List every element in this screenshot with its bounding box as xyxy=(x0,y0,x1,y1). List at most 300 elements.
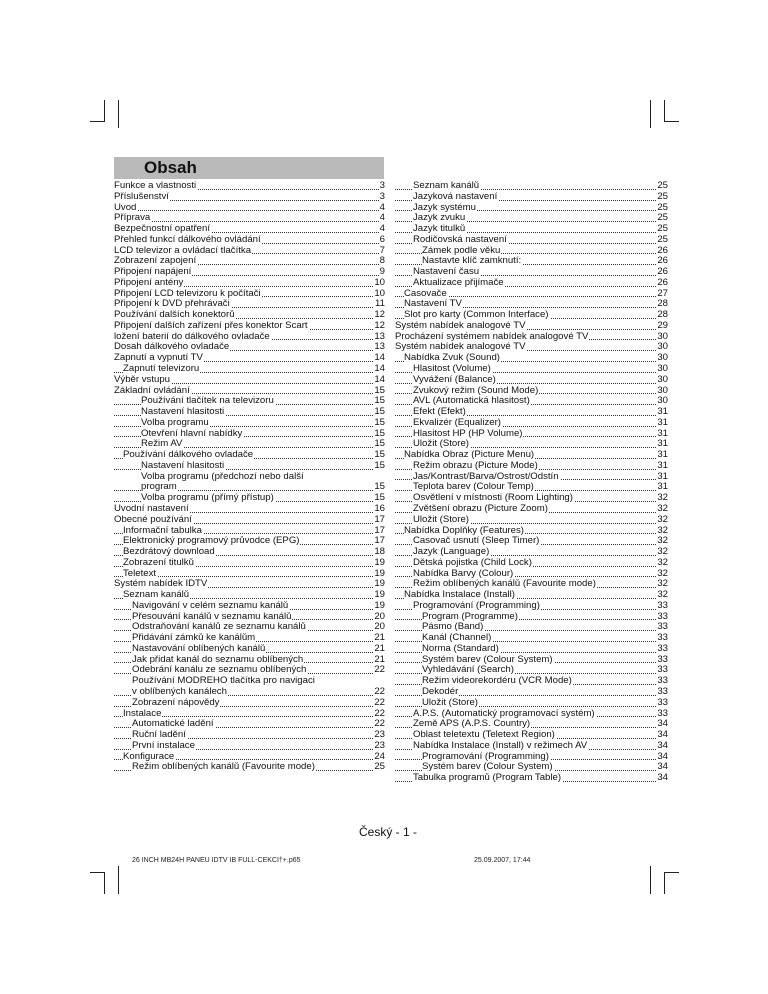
toc-entry-title: Efekt (Efekt) xyxy=(413,407,466,418)
toc-entry-title: Režim oblíbených kanálů (Favourite mode) xyxy=(132,762,315,773)
toc-entry-title: Jak přidat kanál do seznamu oblíbených xyxy=(132,654,304,665)
toc-entry[interactable] xyxy=(395,709,668,720)
toc-entry[interactable] xyxy=(395,418,668,429)
toc-entry-page: 33 xyxy=(657,676,668,687)
print-slug-filename: 26 INCH MB24H PANEU IDTV IB FULL-CEKCI†+.p65 xyxy=(132,857,301,864)
toc-entry-title: Aktualizace přijímače xyxy=(413,277,504,288)
toc-entry-title: Jas/Kontrast/Barva/Ostrost/Odstín xyxy=(413,471,559,482)
toc-entry-page: 19 xyxy=(374,557,385,568)
toc-entry-title: Odebrání kanálu ze seznamu oblíbených xyxy=(132,665,307,676)
toc-entry-page: 25 xyxy=(657,191,668,202)
toc-entry-page: 32 xyxy=(657,493,668,504)
toc-entry[interactable] xyxy=(114,439,385,450)
toc-entry-title: Uložit (Store) xyxy=(413,439,469,450)
toc-entry[interactable] xyxy=(114,289,385,300)
toc-entry-title: Teplota barev (Colour Temp) xyxy=(413,482,534,493)
toc-entry[interactable] xyxy=(114,676,385,687)
toc-entry-page: 33 xyxy=(657,633,668,644)
toc-entry-page: 33 xyxy=(657,654,668,665)
toc-entry-page: 19 xyxy=(374,568,385,579)
toc-entry-title: Systém nabídek analogové TV xyxy=(395,342,526,353)
toc-entry-page: 25 xyxy=(657,181,668,191)
toc-entry-title: Zobrazení nápovědy xyxy=(132,697,220,708)
toc-entry[interactable] xyxy=(114,482,385,493)
toc-entry[interactable] xyxy=(395,601,668,612)
toc-entry-page: 22 xyxy=(374,708,385,719)
toc-entry-title: Oblast teletextu (Teletext Region) xyxy=(413,730,555,741)
toc-entry[interactable] xyxy=(114,256,385,267)
toc-entry[interactable] xyxy=(114,730,385,741)
toc-entry-page: 31 xyxy=(657,471,668,482)
toc-entry-page: 22 xyxy=(374,697,385,708)
toc-entry[interactable] xyxy=(114,321,385,332)
toc-entry-page: 26 xyxy=(657,245,668,256)
toc-entry[interactable] xyxy=(395,353,668,364)
toc-entry-title: Systém barev (Colour System) xyxy=(422,654,553,665)
toc-entry-page: 11 xyxy=(375,299,385,310)
toc-entry[interactable] xyxy=(114,579,385,590)
toc-entry-page: 12 xyxy=(374,320,385,331)
toc-entry-page: 18 xyxy=(374,547,385,558)
toc-entry-title: Připojení napájení xyxy=(114,267,192,278)
toc-entry[interactable] xyxy=(395,698,668,709)
toc-entry[interactable] xyxy=(114,429,385,440)
toc-entry-page: 13 xyxy=(374,331,385,342)
toc-entry-title: Nabídka Obraz (Picture Menu) xyxy=(404,450,535,461)
toc-entry-title: Časovače xyxy=(404,288,447,299)
toc-entry[interactable] xyxy=(395,235,668,246)
toc-entry-page: 32 xyxy=(657,579,668,590)
toc-entry[interactable] xyxy=(395,773,668,784)
toc-entry-page: 14 xyxy=(374,364,385,375)
toc-entry-page: 34 xyxy=(657,762,668,773)
toc-entry-title: Nastavení TV xyxy=(404,299,462,310)
toc-entry-title: Časovač usnutí (Sleep Timer) xyxy=(413,536,540,547)
toc-entry-title: Tabulka programů (Program Table) xyxy=(413,773,562,784)
toc-entry-title: Nabídka Barvy (Colour) xyxy=(413,568,514,579)
toc-entry-page: 25 xyxy=(657,224,668,235)
toc-entry-title: Nabídka Instalace (Install) v režimech AV xyxy=(413,740,588,751)
toc-entry-page: 13 xyxy=(374,342,385,353)
toc-entry[interactable] xyxy=(114,665,385,676)
toc-entry[interactable] xyxy=(395,762,668,773)
toc-entry-title: Jazyk (Language) xyxy=(413,547,490,558)
toc-entry-title: Přidávání zámků ke kanálům xyxy=(132,633,256,644)
toc-entry-title: Hlasitost HP (HP Volume) xyxy=(413,428,523,439)
toc-entry[interactable] xyxy=(395,676,668,687)
toc-entry-title: Vyvážení (Balance) xyxy=(413,374,496,385)
toc-entry-page: 6 xyxy=(379,234,385,245)
toc-entry-page: 15 xyxy=(374,482,385,493)
toc-entry[interactable] xyxy=(395,310,668,321)
toc-entry-page: 31 xyxy=(657,428,668,439)
toc-entry-title: Uložit (Store) xyxy=(413,514,469,525)
toc-entry-page: 25 xyxy=(657,213,668,224)
toc-entry-page: 14 xyxy=(374,353,385,364)
toc-entry[interactable] xyxy=(395,590,668,601)
toc-entry-page: 32 xyxy=(657,547,668,558)
toc-entry-title: Procházení systémem nabídek analogové TV xyxy=(395,331,589,342)
toc-entry-title: Nastavování oblíbených kanálů xyxy=(132,643,266,654)
toc-entry-page: 4 xyxy=(379,224,385,235)
toc-entry-title: Úvodní nastavení xyxy=(114,503,189,514)
toc-entry-title: Jazyk zvuku xyxy=(413,213,466,224)
toc-entry-title: Program (Programme) xyxy=(422,611,518,622)
toc-entry[interactable] xyxy=(395,429,668,440)
toc-entry-page: 24 xyxy=(374,751,385,762)
toc-entry[interactable] xyxy=(114,278,385,289)
toc-entry[interactable] xyxy=(395,633,668,644)
toc-entry[interactable] xyxy=(395,482,668,493)
toc-entry[interactable] xyxy=(114,310,385,321)
toc-entry[interactable] xyxy=(114,719,385,730)
toc-entry-page: 28 xyxy=(657,299,668,310)
toc-entry-page: 22 xyxy=(374,686,385,697)
toc-entry[interactable] xyxy=(114,224,385,235)
crop-mark xyxy=(664,121,679,122)
toc-entry-page: 30 xyxy=(657,385,668,396)
toc-entry-title: Používání dálkového ovladače xyxy=(123,450,254,461)
toc-entry[interactable] xyxy=(395,569,668,580)
toc-entry[interactable] xyxy=(114,504,385,515)
toc-entry-title: A.P.S. (Automatický programovací systém) xyxy=(413,708,595,719)
toc-entry[interactable] xyxy=(395,396,668,407)
toc-entry-page: 25 xyxy=(657,234,668,245)
toc-entry[interactable] xyxy=(114,332,385,343)
toc-entry-page: 34 xyxy=(657,740,668,751)
toc-entry-page: 4 xyxy=(379,202,385,213)
toc-entry-page: 30 xyxy=(657,353,668,364)
toc-entry-title: Vyhledávání (Search) xyxy=(422,665,514,676)
toc-entry-page: 30 xyxy=(657,342,668,353)
toc-entry-title: Teletext xyxy=(123,568,157,579)
toc-entry-page: 33 xyxy=(657,708,668,719)
toc-entry-page: 3 xyxy=(379,181,385,191)
toc-entry[interactable] xyxy=(114,741,385,752)
toc-entry-page: 30 xyxy=(657,331,668,342)
toc-entry-page: 19 xyxy=(374,579,385,590)
toc-entry-page: 31 xyxy=(657,407,668,418)
toc-entry[interactable] xyxy=(114,752,385,763)
toc-entry[interactable] xyxy=(395,472,668,483)
toc-entry[interactable] xyxy=(395,203,668,214)
toc-entry-title: Nastavení hlasitosti xyxy=(141,460,225,471)
toc-entry[interactable] xyxy=(395,655,668,666)
toc-entry-page: 33 xyxy=(657,665,668,676)
toc-entry-page: 31 xyxy=(657,482,668,493)
toc-entry-title: Systém nabídek analogové TV xyxy=(395,320,526,331)
toc-entry-page: 33 xyxy=(657,622,668,633)
toc-entry-title: Rodičovská nastavení xyxy=(413,234,507,245)
toc-entry[interactable] xyxy=(114,375,385,386)
toc-entry-title: Otevření hlavní nabídky xyxy=(141,428,243,439)
toc-entry[interactable] xyxy=(395,224,668,235)
toc-entry[interactable] xyxy=(114,762,385,773)
toc-entry-title: Navigování v celém seznamu kanálů xyxy=(132,600,289,611)
toc-entry[interactable] xyxy=(395,622,668,633)
crop-mark xyxy=(650,866,651,894)
toc-entry-page: 32 xyxy=(657,590,668,601)
toc-entry-page: 26 xyxy=(657,256,668,267)
toc-entry-title: Připojení k DVD přehrávači xyxy=(114,299,230,310)
toc-entry-page: 8 xyxy=(379,256,385,267)
toc-entry-page: 33 xyxy=(657,697,668,708)
toc-entry[interactable] xyxy=(114,342,385,353)
toc-entry-page: 15 xyxy=(374,460,385,471)
toc-entry-title: Režim AV xyxy=(141,439,183,450)
toc-entry[interactable] xyxy=(114,655,385,666)
toc-entry-page: 25 xyxy=(374,762,385,773)
toc-entry[interactable] xyxy=(114,407,385,418)
toc-entry-title: Volba programu xyxy=(141,417,209,428)
toc-entry[interactable] xyxy=(114,644,385,655)
toc-entry-page: 15 xyxy=(374,450,385,461)
toc-entry[interactable] xyxy=(395,213,668,224)
toc-entry[interactable] xyxy=(114,472,385,483)
toc-right-column xyxy=(395,181,668,784)
toc-entry[interactable] xyxy=(395,579,668,590)
toc-entry[interactable] xyxy=(395,386,668,397)
toc-entry-page: 20 xyxy=(374,611,385,622)
toc-entry-title: Nabídka Doplňky (Features) xyxy=(404,525,524,536)
toc-entry[interactable] xyxy=(395,450,668,461)
toc-entry-page: 32 xyxy=(657,568,668,579)
toc-entry-page: 31 xyxy=(657,460,668,471)
toc-entry[interactable] xyxy=(395,504,668,515)
toc-entry[interactable] xyxy=(395,547,668,558)
toc-entry[interactable] xyxy=(114,192,385,203)
toc-entry[interactable] xyxy=(114,590,385,601)
toc-entry[interactable] xyxy=(114,526,385,537)
toc-entry[interactable] xyxy=(395,687,668,698)
toc-entry-title: Zvukový režim (Sound Mode) xyxy=(413,385,539,396)
toc-entry-title: Zapnutí televizoru xyxy=(123,364,200,375)
toc-entry[interactable] xyxy=(114,558,385,569)
toc-entry[interactable] xyxy=(395,730,668,741)
crop-mark xyxy=(104,872,105,894)
toc-entry[interactable] xyxy=(395,719,668,730)
toc-entry[interactable] xyxy=(114,386,385,397)
toc-entry-page: 15 xyxy=(374,417,385,428)
toc-entry-page: 33 xyxy=(657,611,668,622)
toc-entry[interactable] xyxy=(395,321,668,332)
toc-left-column xyxy=(114,181,385,773)
toc-entry-title: Elektronický programový průvodce (EPG) xyxy=(123,536,300,547)
toc-entry[interactable] xyxy=(395,342,668,353)
toc-entry-page: 34 xyxy=(657,730,668,741)
toc-entry-title: Systém nabídek IDTV xyxy=(114,579,208,590)
toc-entry[interactable] xyxy=(395,536,668,547)
toc-entry[interactable] xyxy=(114,612,385,623)
toc-entry-title: Připojení antény xyxy=(114,277,184,288)
toc-entry-title: Režim videorekordéru (VCR Mode) xyxy=(422,676,572,687)
toc-entry[interactable] xyxy=(114,633,385,644)
toc-entry-title: Volba programu (předchozí nebo další xyxy=(141,471,304,482)
toc-entry[interactable] xyxy=(114,203,385,214)
toc-entry-page: 34 xyxy=(657,719,668,730)
toc-entry[interactable] xyxy=(395,181,668,192)
toc-entry-page: 26 xyxy=(657,277,668,288)
toc-entry-title: Dekodér xyxy=(422,686,459,697)
toc-entry-page: 31 xyxy=(657,439,668,450)
toc-entry[interactable] xyxy=(395,493,668,504)
crop-mark xyxy=(118,100,119,128)
toc-entry-page: 15 xyxy=(374,407,385,418)
toc-entry[interactable] xyxy=(114,213,385,224)
toc-entry[interactable] xyxy=(395,267,668,278)
toc-entry-title: Režim obrazu (Picture Mode) xyxy=(413,460,538,471)
toc-entry[interactable] xyxy=(114,709,385,720)
toc-entry-title: Používání MODRÉHO tlačítka pro navigaci xyxy=(132,676,315,687)
toc-entry-title: Systém barev (Colour System) xyxy=(422,762,553,773)
toc-entry-page: 22 xyxy=(374,665,385,676)
toc-entry-page: 10 xyxy=(374,288,385,299)
toc-entry-title: Obecné používání xyxy=(114,514,192,525)
toc-entry[interactable] xyxy=(114,299,385,310)
toc-entry[interactable] xyxy=(114,547,385,558)
toc-entry-page: 15 xyxy=(374,493,385,504)
toc-entry[interactable] xyxy=(395,375,668,386)
toc-entry[interactable] xyxy=(114,622,385,633)
toc-entry-page: 33 xyxy=(657,643,668,654)
toc-entry[interactable] xyxy=(114,698,385,709)
toc-entry[interactable] xyxy=(114,601,385,612)
toc-entry[interactable] xyxy=(114,461,385,472)
toc-entry[interactable] xyxy=(395,612,668,623)
toc-entry-title: Nabídka Zvuk (Sound) xyxy=(404,353,500,364)
toc-entry-title: Používání dalších konektorů xyxy=(114,310,235,321)
print-slug-date: 25.09.2007, 17:44 xyxy=(474,857,531,864)
toc-entry-title: Zvětšení obrazu (Picture Zoom) xyxy=(413,503,548,514)
toc-entry-title: Programování (Programming) xyxy=(413,600,540,611)
toc-entry-page: 21 xyxy=(374,643,385,654)
toc-entry-page: 32 xyxy=(657,525,668,536)
toc-entry-page: 31 xyxy=(657,450,668,461)
toc-entry-title: Přehled funkcí dálkového ovládání xyxy=(114,234,261,245)
toc-entry[interactable] xyxy=(395,461,668,472)
toc-entry-title: Norma (Standard) xyxy=(422,643,499,654)
toc-entry[interactable] xyxy=(395,289,668,300)
toc-entry-title: Hlasitost (Volume) xyxy=(413,364,491,375)
toc-entry-title: Seznam kanálů xyxy=(413,181,480,191)
crop-mark xyxy=(664,872,665,894)
toc-entry-page: 30 xyxy=(657,364,668,375)
toc-entry[interactable] xyxy=(395,644,668,655)
toc-entry-page: 33 xyxy=(657,686,668,697)
crop-mark xyxy=(664,100,665,122)
toc-entry-title: Slot pro karty (Common Interface) xyxy=(404,310,549,321)
toc-entry-title: Odstraňování kanálů ze seznamu kanálů xyxy=(132,622,306,633)
toc-entry[interactable] xyxy=(395,256,668,267)
toc-entry[interactable] xyxy=(395,558,668,569)
toc-entry-title: Nabídka Instalace (Install) xyxy=(404,590,515,601)
toc-entry-title: Nastavte klíč zamknutí: xyxy=(422,256,522,267)
toc-entry-page: 19 xyxy=(374,590,385,601)
toc-entry[interactable] xyxy=(114,450,385,461)
toc-entry-page: 25 xyxy=(657,202,668,213)
toc-entry-title: Zobrazení titulků xyxy=(123,557,194,568)
toc-entry[interactable] xyxy=(114,396,385,407)
toc-entry[interactable] xyxy=(395,364,668,375)
toc-entry-title: Programování (Programming) xyxy=(422,751,549,762)
toc-entry-title: LCD televizor a ovládací tlačítka xyxy=(114,245,252,256)
toc-entry[interactable] xyxy=(114,687,385,698)
toc-entry-title: Nastavení času xyxy=(413,267,480,278)
toc-entry[interactable] xyxy=(114,515,385,526)
toc-entry[interactable] xyxy=(114,267,385,278)
toc-entry-page: 32 xyxy=(657,514,668,525)
toc-entry[interactable] xyxy=(395,665,668,676)
contents-heading-bar xyxy=(114,157,384,179)
toc-entry-page: 15 xyxy=(374,396,385,407)
toc-entry[interactable] xyxy=(395,439,668,450)
toc-entry-page: 15 xyxy=(374,439,385,450)
toc-entry[interactable] xyxy=(395,515,668,526)
toc-entry[interactable] xyxy=(114,353,385,364)
crop-mark xyxy=(90,121,105,122)
toc-entry[interactable] xyxy=(395,192,668,203)
toc-entry-title: Instalace xyxy=(123,708,162,719)
page-title: Obsah xyxy=(144,158,197,177)
toc-entry-title: Výběr vstupu xyxy=(114,374,170,385)
page-number-footer: Český - 1 - xyxy=(359,825,418,839)
toc-entry-page: 15 xyxy=(374,385,385,396)
toc-entry[interactable] xyxy=(114,569,385,580)
toc-entry-title: Bezpečnostní opatření xyxy=(114,224,211,235)
toc-entry-title: Připojení LCD televizoru k počítači xyxy=(114,288,261,299)
toc-entry[interactable] xyxy=(395,526,668,537)
toc-entry-page: 20 xyxy=(374,622,385,633)
toc-entry[interactable] xyxy=(395,299,668,310)
toc-entry[interactable] xyxy=(114,364,385,375)
toc-entry-page: 21 xyxy=(374,654,385,665)
toc-entry[interactable] xyxy=(114,536,385,547)
toc-entry[interactable] xyxy=(395,278,668,289)
toc-entry[interactable] xyxy=(114,493,385,504)
toc-entry-title: v oblíbených kanálech xyxy=(132,686,227,697)
toc-entry-page: 29 xyxy=(657,320,668,331)
toc-entry-title: Dětská pojistka (Child Lock) xyxy=(413,557,532,568)
toc-entry-page: 15 xyxy=(374,428,385,439)
toc-entry-title: Jazyková nastavení xyxy=(413,191,498,202)
toc-entry[interactable] xyxy=(395,407,668,418)
toc-entry-page: 32 xyxy=(657,503,668,514)
toc-entry-page: 17 xyxy=(374,514,385,525)
crop-mark xyxy=(664,872,679,873)
toc-entry[interactable] xyxy=(114,235,385,246)
toc-entry-title: Dosah dálkového ovladače xyxy=(114,342,230,353)
toc-entry[interactable] xyxy=(114,181,385,192)
toc-entry-title: Příprava xyxy=(114,213,151,224)
toc-entry-page: 23 xyxy=(374,730,385,741)
toc-entry-title: Bezdrátový download xyxy=(123,547,215,558)
toc-entry-title: Připojení dalších zařízení přes konektor Scart xyxy=(114,320,308,331)
toc-entry[interactable] xyxy=(395,246,668,257)
toc-entry[interactable] xyxy=(114,418,385,429)
toc-entry-page: 23 xyxy=(374,740,385,751)
toc-entry-page: 10 xyxy=(374,277,385,288)
toc-entry[interactable] xyxy=(395,752,668,763)
toc-entry-page: 34 xyxy=(657,773,668,784)
toc-entry-title: Automatické ladění xyxy=(132,719,214,730)
toc-entry[interactable] xyxy=(395,741,668,752)
toc-entry-page: 33 xyxy=(657,600,668,611)
toc-entry-title: Jazyk titulků xyxy=(413,224,466,235)
toc-entry[interactable] xyxy=(114,246,385,257)
toc-entry-title: Země APS (A.P.S. Country) xyxy=(413,719,531,730)
toc-entry[interactable] xyxy=(395,332,668,343)
toc-entry-title: ložení baterií do dálkového ovladače xyxy=(114,331,270,342)
